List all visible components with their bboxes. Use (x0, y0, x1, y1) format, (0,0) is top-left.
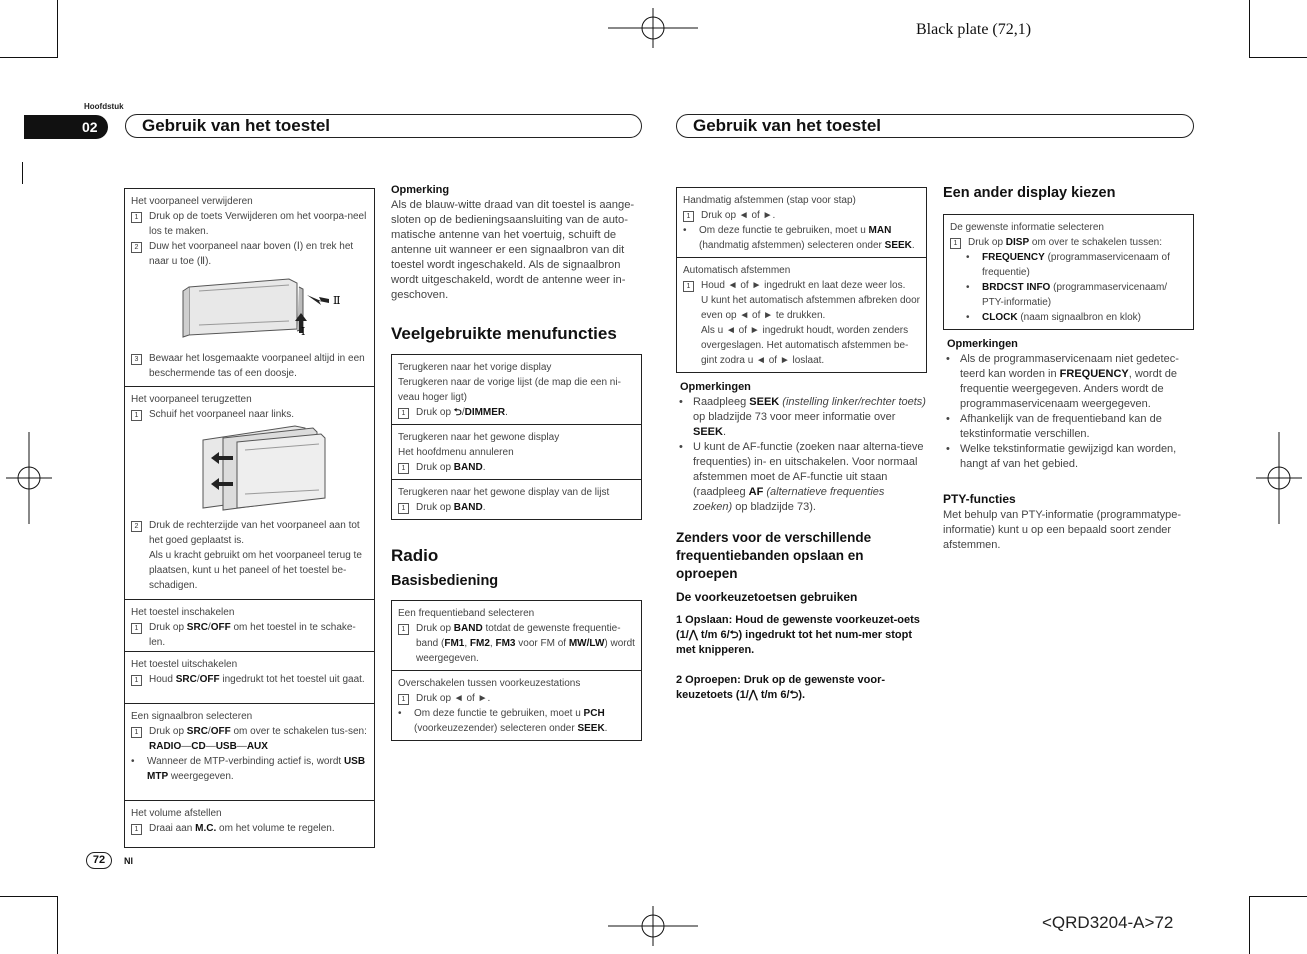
section-title: Het voorpaneel terugzetten (131, 394, 252, 405)
menu-box (391, 354, 642, 520)
bullet-item: • Als de programmaservicenaam niet gedetec-teerd kan worden in FREQUENCY, wordt de frequentie weergegeven. Anders wordt de programmaservicenaam weergegeven. (943, 353, 1179, 410)
note-heading: Opmerking (391, 184, 450, 196)
bullet-item: • BRDCST INFO (programmaservicenaam/ PTY-informatie) (966, 282, 1168, 308)
fig-label-2: Ⅱ (333, 294, 341, 307)
step-1: 1 Opslaan: Houd de gewenste voorkeuzet-oets (1/⋀ t/m 6/⮌) ingedrukt tot het num-mer stopt met knipperen. (676, 614, 920, 656)
list-item: 3 Bewaar het losgemaakte voorpaneel altijd in een beschermende tas of een doosje. (131, 351, 368, 381)
crop-mark (0, 896, 58, 897)
registration-target-right (1256, 432, 1302, 524)
bullet-item: • Om deze functie te gebruiken, moet u PCH (voorkeuzezender) selecteren onder SEEK. (398, 708, 608, 734)
step-number: 2 (131, 521, 142, 532)
tuning-section-auto: Automatisch afstemmen 1 Houd ◄ of ► ingedrukt en laat deze weer los. U kunt het automatisch afstemmen afbreken door even op ◄ of ► te drukken. Als u ◄ of ► ingedrukt houdt, worden zenders overgeslagen. Het automatisch afstemmen be-gint zodra u ◄ of ► loslaat. (677, 257, 926, 372)
display-heading: Een ander display kiezen (943, 185, 1116, 201)
radio-section-band: Een frequentieband selecteren 1 Druk op BAND totdat de gewenste frequentie-band (FM1, FM2, FM3 voor FM of MW/LW) wordt weergegeven. (398, 608, 635, 664)
tuning-section-manual: Handmatig afstemmen (stap voor stap) 1 Druk op ◄ of ►. • Om deze functie te gebruiken, moet u MAN (handmatig afstemmen) selecteren onder SEEK. (677, 188, 926, 257)
step-number: 1 (131, 727, 142, 738)
bullet-item: • Welke tekstinformatie gewijzigd kan worden, hangt af van het gebied. (943, 443, 1177, 470)
step-number: 1 (131, 675, 142, 686)
list-item: 1 Druk op ⮌/DIMMER. (398, 405, 635, 420)
section-title: Het voorpaneel verwijderen (131, 196, 253, 207)
list-item: 1 Schuif het voorpaneel naar links. (131, 407, 368, 422)
crop-mark (0, 57, 58, 58)
list-item: 1 Druk op BAND. (398, 500, 635, 515)
step-number: 1 (131, 824, 142, 835)
display-section: De gewenste informatie selecteren 1 Druk op DISP om over te schakelen tussen: • FREQUENCY (programmaservicenaam of frequentie) • BRDCST INFO (programmaservicenaam/ PTY-informatie) • CLOCK (naam signaalbron en klok) (944, 215, 1193, 329)
crop-mark (1249, 896, 1307, 897)
fig-label-1: Ⅰ (301, 325, 306, 338)
step-number: 1 (131, 410, 142, 421)
menu-heading: Veelgebruikte menufuncties (391, 324, 617, 343)
crop-mark (57, 0, 58, 58)
bullet-item: • Afhankelijk van de frequentieband kan de tekstinformatie verschillen. (943, 413, 1162, 440)
step-number: 1 (398, 463, 409, 474)
crop-mark (22, 162, 23, 184)
crop-mark (1249, 57, 1307, 58)
bullet-item: • U kunt de AF-functie (zoeken naar alterna-tieve frequenties) in- en uitschakelen. Voor normaal afstemmen moet de AF-functie uit staan (raadpleeg AF (alternatieve frequenties zoeken) op bladzijde 73). (676, 441, 924, 513)
step-number: 1 (398, 503, 409, 514)
bullet-item: • Om deze functie te gebruiken, moet u MAN (handmatig afstemmen) selecteren onder SEEK. (683, 225, 915, 251)
section-power-on (125, 599, 374, 651)
section-select-source (125, 703, 374, 800)
document-code: <QRD3204-A>72 (1042, 913, 1174, 932)
list-item: 1 Druk op SRC/OFF om het toestel in te schake-len. (131, 620, 368, 650)
note-text: Als de blauw-witte draad van dit toestel is aange-sloten op de bedieningsaansluiting van de auto-matische antenne van het voertuig, schuift de antenne uit wanneer er een signaalbron van dit toestel wordt ingeschakeld. Als de signaalbron wordt uitgeschakeld, wordt de antenne weer in-geschoven. (391, 199, 635, 301)
step-number: 3 (131, 354, 142, 365)
bullet-item: • Wanneer de MTP-verbinding actief is, wordt USB MTP weergegeven. (131, 756, 366, 782)
step-number: 1 (131, 623, 142, 634)
crop-mark (57, 896, 58, 954)
back-icon: ⮌ (453, 407, 462, 418)
bullet-item: • CLOCK (naam signaalbron en klok) (966, 312, 1141, 323)
list-item: 1 Draai aan M.C. om het volume te regelen. (131, 821, 368, 836)
list-item: 1 Druk op DISP om over te schakelen tussen: (950, 235, 1187, 250)
list-item: 1 Druk op SRC/OFF om over te schakelen tus-sen: RADIO—CD—USB—AUX (131, 724, 368, 754)
registration-target-left (6, 432, 52, 524)
notes-heading: Opmerkingen (680, 381, 751, 393)
basis-heading: Basisbediening (391, 573, 499, 589)
list-item: 1 Druk op ◄ of ►. (398, 691, 635, 706)
list-item: 2 Duw het voorpaneel naar boven (Ⅰ) en trek het naar u toe (Ⅱ). (131, 239, 368, 269)
step-number: 1 (683, 211, 694, 222)
column-2 (391, 184, 643, 741)
step-2: 2 Oproepen: Druk op de gewenste voor-keuzetoets (1/⋀ t/m 6/⮌). (676, 674, 886, 701)
registration-target-top (608, 8, 698, 48)
registration-target-bottom (608, 906, 698, 946)
list-item: 1 Houd SRC/OFF ingedrukt tot het toestel uit gaat. (131, 672, 368, 687)
section-power-off (125, 651, 374, 703)
section-title: Het volume afstellen (131, 808, 222, 819)
left-instruction-box (124, 188, 375, 848)
page-title-right: Gebruik van het toestel (676, 114, 1194, 138)
radio-section-preset: Overschakelen tussen voorkeuzestations 1 Druk op ◄ of ►. • Om deze functie te gebruiken, moet u PCH (voorkeuzezender) selecteren onder SEEK. (392, 670, 641, 740)
menu-section-list: Terugkeren naar het gewone display van de lijst 1 Druk op BAND. (392, 479, 641, 519)
step-number: 1 (950, 238, 961, 249)
section-title: Een signaalbron selecteren (131, 711, 253, 722)
attach-panel-illustration (195, 424, 395, 516)
plate-label: Black plate (72,1) (916, 21, 1032, 38)
section-attach-panel (125, 386, 374, 599)
bullet-item: • Raadpleeg SEEK (instelling linker/rechter toets) op bladzijde 73 voor meer informatie over SEEK. (676, 396, 926, 438)
section-title: Het toestel uitschakelen (131, 659, 238, 670)
radio-box (391, 600, 642, 741)
pty-text: Met behulp van PTY-informatie (programmatype-informatie) kunt u op een bepaald soort zender afstemmen. (943, 509, 1182, 551)
pty-heading: PTY-functies (943, 492, 1016, 506)
notes-heading: Opmerkingen (947, 338, 1018, 350)
language-code: Nl (124, 856, 133, 866)
list-item: 2 Druk de rechterzijde van het voorpaneel aan tot het goed geplaatst is. Als u kracht gebruikt om het voorpaneel terug te plaatsen, kunt u het paneel of het toestel be-schadigen. (131, 518, 368, 593)
page-number: 72 (86, 852, 112, 869)
display-box (943, 214, 1194, 330)
crop-mark (1249, 0, 1250, 58)
column-4 (943, 184, 1194, 553)
preset-heading: De voorkeuzetoetsen gebruiken (676, 590, 858, 604)
list-item: 1 Druk op de toets Verwijderen om het voorpa-neel los te maken. (131, 209, 368, 239)
page-title-left: Gebruik van het toestel (125, 114, 642, 138)
menu-section-normal: Terugkeren naar het gewone display Het hoofdmenu annuleren 1 Druk op BAND. (392, 424, 641, 479)
step-number: 2 (131, 242, 142, 253)
section-remove-panel (125, 189, 374, 386)
section-volume (125, 800, 374, 840)
column-3 (676, 187, 926, 703)
list-item: 1 Houd ◄ of ► ingedrukt en laat deze weer los. U kunt het automatisch afstemmen afbreken door even op ◄ of ► te drukken. Als u ◄ of ► ingedrukt houdt, worden zenders overgeslagen. Het automatisch afstemmen be-gint zodra u ◄ of ► loslaat. (683, 278, 920, 368)
store-heading: Zenders voor de verschillende frequentiebanden opslaan en oproepen (676, 530, 872, 581)
list-item: 1 Druk op BAND totdat de gewenste frequentie-band (FM1, FM2, FM3 voor FM of MW/LW) wordt weergegeven. (398, 621, 635, 666)
section-title: Het toestel inschakelen (131, 607, 235, 618)
bullet-item: • FREQUENCY (programmaservicenaam of frequentie) (966, 252, 1170, 278)
crop-mark (1249, 896, 1250, 954)
chapter-label: Hoofdstuk (84, 102, 124, 111)
list-item: 1 Druk op ◄ of ►. (683, 208, 920, 223)
step-number: 1 (683, 281, 694, 292)
step-number: 1 (398, 408, 409, 419)
menu-section-previous: Terugkeren naar het vorige display Terugkeren naar de vorige lijst (de map die een ni-veau hoger ligt) 1 Druk op ⮌/DIMMER. (392, 355, 641, 424)
radio-heading: Radio (391, 546, 439, 565)
tuning-box (676, 187, 927, 373)
step-number: 1 (398, 624, 409, 635)
chapter-number-tab (24, 115, 108, 139)
step-number: 1 (398, 694, 409, 705)
step-number: 1 (131, 212, 142, 223)
remove-panel-illustration (179, 273, 379, 339)
chapter-number: 02 (82, 119, 98, 135)
list-item: 1 Druk op BAND. (398, 460, 635, 475)
